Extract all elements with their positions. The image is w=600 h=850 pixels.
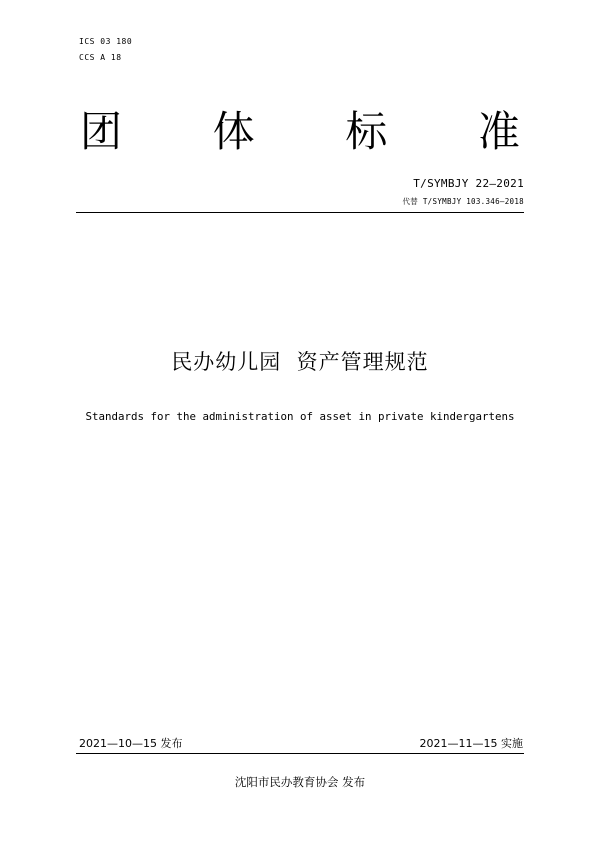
top-divider [76, 212, 524, 213]
ccs-code: CCS A 18 [79, 53, 122, 62]
heading-char-1: 团 [80, 107, 123, 156]
replaced-standard: 代替 T/SYMBJY 103.346—2018 [402, 197, 524, 206]
classification-codes [79, 34, 132, 66]
ics-code: ICS 03 180 [79, 37, 133, 46]
publisher: 沈阳市民办教育协会 发布 [234, 775, 366, 789]
group-standard-heading [80, 106, 520, 158]
english-title: Standards for the administration of asset in private kindergartens [85, 410, 515, 423]
issue-date: 2021—10—15 发布 [79, 737, 183, 750]
heading-char-2: 体 [212, 107, 255, 156]
heading-char-3: 标 [345, 107, 388, 156]
implementation-date: 2021—11—15 实施 [419, 737, 523, 750]
standard-number: T/SYMBJY 22—2021 [413, 177, 524, 190]
heading-char-4: 准 [477, 107, 520, 156]
bottom-divider [76, 753, 524, 754]
chinese-title: 民办幼儿园 资产管理规范 [171, 350, 429, 374]
